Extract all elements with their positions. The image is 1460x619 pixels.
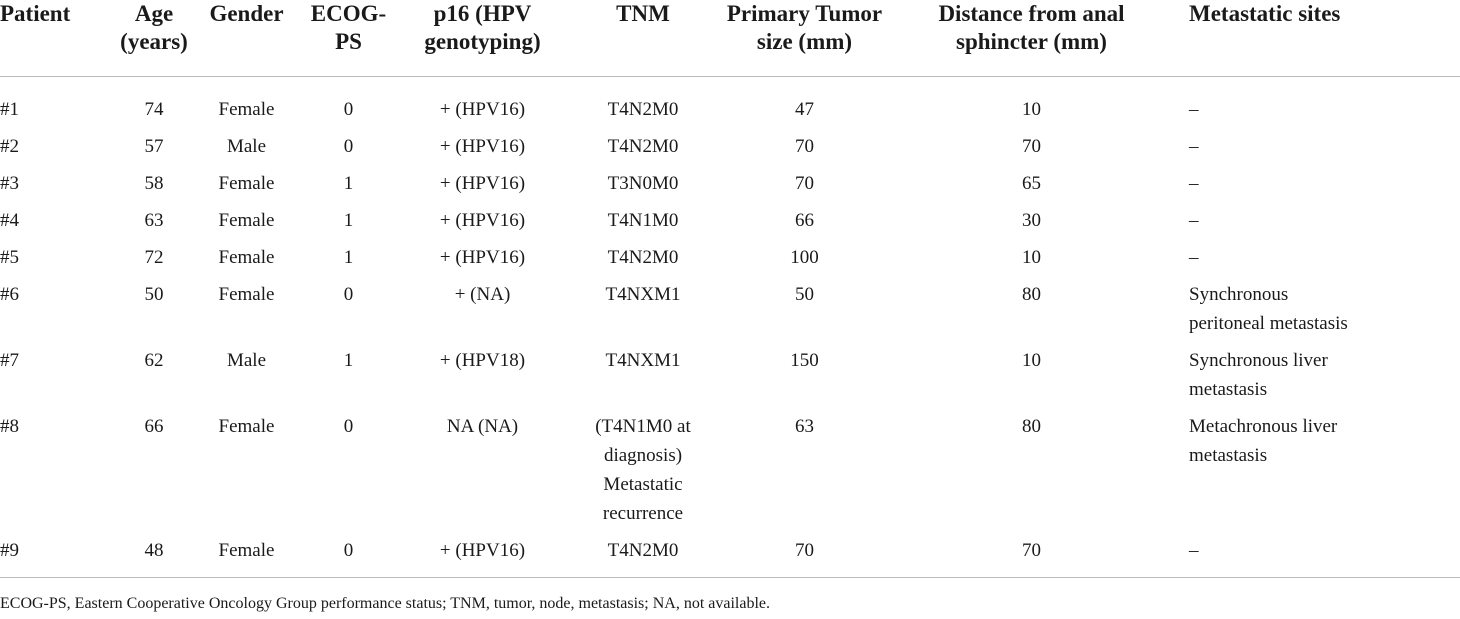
table-header: [0, 0, 1460, 77]
cell-ecog-ps: 0: [299, 536, 398, 578]
cell-patient: #6: [0, 284, 19, 305]
cell-patient: #2: [0, 136, 19, 157]
cell-distance: 10: [1022, 247, 1041, 268]
cell-patient: #5: [0, 247, 19, 268]
cell-gender: Female: [218, 284, 275, 305]
cell-distance: 10: [1022, 99, 1041, 120]
cell-age: 58: [144, 173, 164, 194]
cell-ecog-ps: 1: [343, 247, 354, 268]
cell-ecog-ps: 0: [343, 136, 354, 157]
table-row: [0, 412, 1460, 536]
cell-tumor-size: 150: [790, 350, 819, 371]
cell-age: 63: [144, 210, 164, 231]
cell-distance: 80: [1022, 416, 1041, 437]
cell-gender: Male: [226, 136, 267, 157]
header-metastatic-sites: Metastatic sites: [1173, 0, 1460, 77]
cell-patient: #3: [0, 173, 19, 194]
cell-age: 48: [100, 536, 194, 578]
table-row: [0, 206, 1460, 243]
cell-distance: 70: [1022, 136, 1041, 157]
cell-age: 72: [144, 247, 164, 268]
cell-distance: 30: [1022, 210, 1041, 231]
header-p16: p16 (HPV genotyping): [398, 0, 567, 77]
cell-p16: + (HPV16): [439, 136, 526, 157]
cell-tumor-size: 70: [719, 536, 890, 578]
cell-metastatic-sites: –: [1189, 247, 1199, 268]
cell-ecog-ps: 0: [343, 99, 354, 120]
cell-p16: + (HPV18): [439, 350, 526, 371]
table-row: [0, 77, 1460, 133]
cell-metastatic-sites: –: [1173, 536, 1460, 578]
cell-tumor-size: 63: [795, 416, 814, 437]
cell-gender: Female: [218, 173, 275, 194]
cell-p16: NA (NA): [446, 416, 519, 437]
cell-tumor-size: 66: [795, 210, 814, 231]
cell-tnm: T4NXM1: [605, 284, 681, 305]
cell-age: 66: [144, 416, 164, 437]
cell-tnm: T4N2M0: [607, 247, 679, 268]
cell-patient: #8: [0, 416, 19, 437]
cell-tnm: T4N2M0: [607, 136, 679, 157]
cell-patient: #4: [0, 210, 19, 231]
cell-tnm: T4NXM1: [605, 350, 681, 371]
cell-tnm: T4N2M0: [567, 536, 719, 578]
cell-metastatic-sites: –: [1189, 173, 1199, 194]
cell-tnm: T3N0M0: [607, 173, 679, 194]
cell-metastatic-sites: Metachronous liver metastasis: [1189, 416, 1338, 466]
cell-tumor-size: 70: [795, 136, 814, 157]
cell-tumor-size: 70: [795, 173, 814, 194]
cell-distance: 65: [1022, 173, 1041, 194]
cell-metastatic-sites: Synchronous peritoneal metastasis: [1189, 284, 1348, 334]
cell-ecog-ps: 0: [343, 284, 354, 305]
cell-tnm: T4N1M0: [607, 210, 679, 231]
cell-ecog-ps: 1: [343, 350, 354, 371]
cell-tumor-size: 47: [795, 99, 814, 120]
cell-patient: #1: [0, 99, 19, 120]
cell-gender: Female: [218, 247, 275, 268]
cell-metastatic-sites: –: [1189, 210, 1199, 231]
header-gender: Gender: [194, 0, 299, 77]
table-row: [0, 536, 1460, 578]
header-distance: Distance from anal sphincter (mm): [890, 0, 1173, 77]
table-row: [0, 280, 1460, 346]
cell-age: 50: [144, 284, 164, 305]
cell-tumor-size: 100: [790, 247, 819, 268]
cell-age: 74: [144, 99, 164, 120]
table-body: [0, 77, 1460, 578]
cell-gender: Female: [218, 416, 275, 437]
cell-gender: Male: [226, 350, 267, 371]
table-row: [0, 169, 1460, 206]
cell-tnm: (T4N1M0 at diagnosis) Metastatic recurrence: [595, 416, 691, 524]
header-row: [0, 0, 1460, 77]
table-row: [0, 243, 1460, 280]
cell-distance: 10: [1022, 350, 1041, 371]
cell-metastatic-sites: –: [1189, 136, 1199, 157]
cell-tnm: T4N2M0: [607, 99, 679, 120]
cell-p16: + (HPV16): [439, 173, 526, 194]
cell-p16: + (HPV16): [439, 99, 526, 120]
cell-patient: #7: [0, 350, 19, 371]
cell-ecog-ps: 0: [343, 416, 354, 437]
table-footnote: ECOG-PS, Eastern Cooperative Oncology Group performance status; TNM, tumor, node, metastasis; NA, not available.: [0, 595, 771, 612]
cell-age: 62: [144, 350, 164, 371]
cell-distance: 70: [890, 536, 1173, 578]
cell-gender: Female: [218, 210, 275, 231]
cell-p16: + (NA): [454, 284, 511, 305]
cell-metastatic-sites: Synchronous liver metastasis: [1189, 350, 1328, 400]
cell-ecog-ps: 1: [343, 210, 354, 231]
cell-metastatic-sites: –: [1189, 99, 1199, 120]
cell-p16: + (HPV16): [439, 247, 526, 268]
header-age: Age (years): [100, 0, 194, 77]
header-tnm: TNM: [567, 0, 719, 77]
cell-p16: + (HPV16): [439, 210, 526, 231]
cell-gender: Female: [194, 536, 299, 578]
cell-patient: #9: [0, 536, 100, 578]
header-tumor-size: Primary Tumor size (mm): [719, 0, 890, 77]
table-row: [0, 346, 1460, 412]
cell-gender: Female: [218, 99, 275, 120]
header-patient: Patient: [0, 0, 100, 77]
table-row: [0, 132, 1460, 169]
cell-p16: + (HPV16): [398, 536, 567, 578]
cell-distance: 80: [1022, 284, 1041, 305]
cell-ecog-ps: 1: [343, 173, 354, 194]
header-ecog-ps: ECOG- PS: [299, 0, 398, 77]
cell-tumor-size: 50: [795, 284, 814, 305]
cell-age: 57: [144, 136, 164, 157]
